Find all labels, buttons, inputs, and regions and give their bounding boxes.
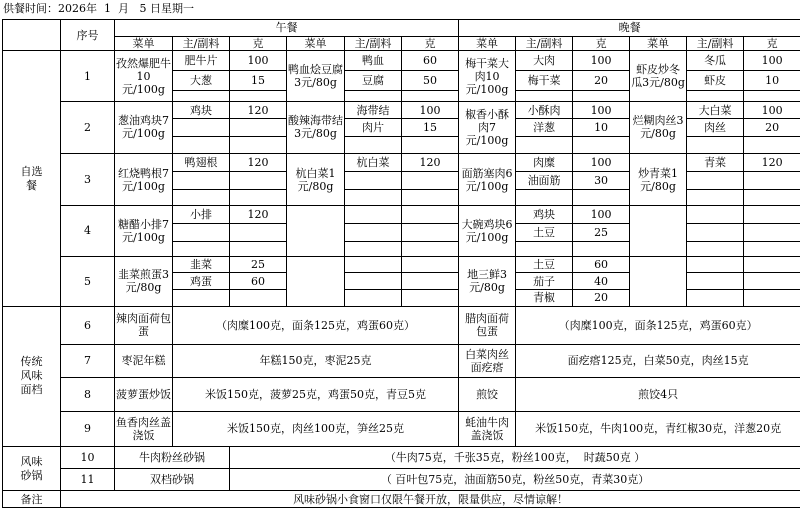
date-year: 2026: [58, 2, 86, 15]
date-year-char: 年: [86, 2, 97, 15]
dish-name: 梅干菜大肉10元/100g: [459, 51, 516, 101]
row-no: 5: [61, 256, 115, 306]
gram: 120: [402, 154, 459, 172]
date-weekday: 日星期一: [150, 2, 194, 15]
gram: 15: [402, 119, 459, 137]
gram: 20: [573, 71, 630, 91]
section-self-select: 自选餐: [3, 51, 61, 306]
col-ingredient: 主/副料: [345, 36, 402, 51]
table-row: [3, 306, 800, 344]
row-no: 2: [61, 101, 115, 153]
table-row: [3, 154, 800, 172]
ingredient: 杭白菜: [345, 154, 402, 172]
gram: 100: [402, 101, 459, 119]
row-no: 1: [61, 51, 115, 101]
dish-name: 双档砂锅: [115, 469, 230, 491]
gram: 15: [230, 71, 287, 91]
table-row: [3, 206, 800, 224]
gram: 20: [573, 290, 630, 307]
dish-name: 面筋塞肉6元/100g: [459, 154, 516, 206]
table-row: [3, 469, 800, 491]
row-no: 4: [61, 206, 115, 256]
ingredient: 肉糜: [516, 154, 573, 172]
dish-desc: （肉糜100克，面条125克，鸡蛋60克）: [516, 306, 800, 344]
gram: 100: [573, 101, 630, 119]
col-gram: 克: [230, 36, 287, 51]
dish-name: 白菜肉丝面疙瘩: [459, 344, 516, 378]
remark-row: [3, 491, 800, 508]
ingredient: 虾皮: [687, 71, 744, 91]
ingredient: 土豆: [516, 224, 573, 242]
ingredient: 土豆: [516, 256, 573, 273]
ingredient: 青菜: [687, 154, 744, 172]
gram: 120: [230, 101, 287, 119]
dish-name: 大碗鸡块6元/100g: [459, 206, 516, 256]
row-no: 9: [61, 411, 115, 447]
table-row: [3, 411, 800, 447]
dish-name: 鱼香肉丝盖浇饭: [115, 411, 173, 447]
dish-name: 杭白菜1元/80g: [287, 154, 345, 206]
ingredient: 海带结: [345, 101, 402, 119]
gram: 60: [402, 51, 459, 71]
section-noodles: 传统风味面档: [3, 306, 61, 446]
subheader-row: [3, 36, 800, 51]
ingredient: 大肉: [516, 51, 573, 71]
date-month: 1: [104, 2, 111, 15]
gram: 10: [744, 71, 800, 91]
ingredient: 大白菜: [687, 101, 744, 119]
header-row: [3, 20, 800, 37]
corner-cell: [3, 20, 61, 37]
row-no: 7: [61, 344, 115, 378]
gram: 120: [230, 206, 287, 224]
gram: 120: [230, 154, 287, 172]
col-ingredient: 主/副料: [173, 36, 230, 51]
dish-name: 椒香小酥肉7元/100g: [459, 101, 516, 153]
dish-desc: 米饭150克，菠萝25克，鸡蛋50克，青豆5克: [173, 378, 459, 412]
gram: 120: [744, 154, 800, 172]
dish-desc: 米饭150克，肉丝100克，笋丝25克: [173, 411, 459, 447]
dish-name: 糖醋小排7元/100g: [115, 206, 173, 256]
ingredient: 鸡块: [516, 206, 573, 224]
ingredient: 鸭血: [345, 51, 402, 71]
dish-name: 煎饺: [459, 378, 516, 412]
remark-label: 备注: [3, 491, 61, 508]
col-gram: 克: [744, 36, 800, 51]
ingredient: 韭菜: [173, 256, 230, 273]
ingredient: 鸡块: [173, 101, 230, 119]
dish-name: 葱油鸡块7元/100g: [115, 101, 173, 153]
col-ingredient: 主/副料: [516, 36, 573, 51]
ingredient: 小酥肉: [516, 101, 573, 119]
gram: 40: [573, 273, 630, 290]
gram: 10: [573, 119, 630, 137]
menu-table: [2, 19, 800, 508]
col-seq: 序号: [61, 20, 115, 51]
ingredient: 肉片: [345, 119, 402, 137]
ingredient: 豆腐: [345, 71, 402, 91]
row-no: 8: [61, 378, 115, 412]
col-gram: 克: [402, 36, 459, 51]
table-row: [3, 344, 800, 378]
dish-name: 炒青菜1元/80g: [630, 154, 687, 206]
section-claypot: 风味砂锅: [3, 447, 61, 491]
dish-name: 红烧鸭根7元/100g: [115, 154, 173, 206]
row-no: 3: [61, 154, 115, 206]
ingredient: 肥牛片: [173, 51, 230, 71]
col-ingredient: 主/副料: [687, 36, 744, 51]
dish-name: 腊肉面荷包蛋: [459, 306, 516, 344]
ingredient: 茄子: [516, 273, 573, 290]
gram: 25: [573, 224, 630, 242]
ingredient: 小排: [173, 206, 230, 224]
gram: 60: [230, 273, 287, 290]
dish-desc: 米饭150克，牛肉100克，青红椒30克，洋葱20克: [516, 411, 800, 447]
gram: 50: [402, 71, 459, 91]
dish-name: 地三鲜3元/80g: [459, 256, 516, 306]
dish-name: 酸辣海带结3元/80g: [287, 101, 345, 153]
table-row: [3, 378, 800, 412]
gram: 100: [744, 51, 800, 71]
date-day: 5: [139, 2, 147, 15]
dish-name: 枣泥年糕: [115, 344, 173, 378]
gram: 20: [744, 119, 800, 137]
dish-desc: 年糕150克，枣泥25克: [173, 344, 459, 378]
dish-desc: （牛肉75克，千张35克，粉丝100克， 时蔬50克 ）: [230, 447, 800, 469]
ingredient: 油面筋: [516, 171, 573, 189]
ingredient: 梅干菜: [516, 71, 573, 91]
remark-text: 风味砂锅小食窗口仅限午餐开放，限量供应，尽情谅解！: [61, 491, 800, 508]
dish-name: 孜然爆肥牛10元/100g: [115, 51, 173, 101]
ingredient: 大葱: [173, 71, 230, 91]
gram: 100: [573, 154, 630, 172]
col-dish: 菜单: [115, 36, 173, 51]
col-dish: 菜单: [630, 36, 687, 51]
gram: 60: [573, 256, 630, 273]
dish-name: 菠萝蛋炒饭: [115, 378, 173, 412]
dish-name: 韭菜煎蛋3元/80g: [115, 256, 173, 306]
col-gram: 克: [573, 36, 630, 51]
dish-name: 蚝油牛肉盖浇饭: [459, 411, 516, 447]
ingredient: 青椒: [516, 290, 573, 307]
dish-desc: （ 百叶包75克，油面筋50克，粉丝50克，青菜30克）: [230, 469, 800, 491]
gram: 30: [573, 171, 630, 189]
gram: 100: [230, 51, 287, 71]
ingredient: 鸡蛋: [173, 273, 230, 290]
table-row: [3, 256, 800, 273]
row-no: 10: [61, 447, 115, 469]
ingredient: 洋葱: [516, 119, 573, 137]
ingredient: 肉丝: [687, 119, 744, 137]
dish-name: 鸭血烩豆腐3元/80g: [287, 51, 345, 101]
col-lunch: 午餐: [115, 20, 459, 37]
dish-desc: 煎饺4只: [516, 378, 800, 412]
date-month-char: 月: [118, 2, 129, 15]
col-dish: 菜单: [287, 36, 345, 51]
dish-name: 牛肉粉丝砂锅: [115, 447, 230, 469]
table-row: [3, 447, 800, 469]
gram: 100: [744, 101, 800, 119]
dish-desc: 面疙瘩125克，白菜50克，肉丝15克: [516, 344, 800, 378]
row-no: 11: [61, 469, 115, 491]
ingredient: 鸭翅根: [173, 154, 230, 172]
dish-name: 烂糊肉丝3元/80g: [630, 101, 687, 153]
col-dish: 菜单: [459, 36, 516, 51]
dish-name: 辣肉面荷包蛋: [115, 306, 173, 344]
ingredient: 冬瓜: [687, 51, 744, 71]
table-row: [3, 51, 800, 71]
row-no: 6: [61, 306, 115, 344]
dish-name: 虾皮炒冬瓜3元/80g: [630, 51, 687, 101]
date-label: 供餐时间：: [3, 2, 58, 15]
table-row: [3, 101, 800, 119]
gram: 100: [573, 206, 630, 224]
dish-desc: （肉糜100克，面条125克，鸡蛋60克）: [173, 306, 459, 344]
gram: 25: [230, 256, 287, 273]
gram: 100: [573, 51, 630, 71]
service-date: [3, 2, 194, 16]
col-dinner: 晚餐: [459, 20, 800, 37]
